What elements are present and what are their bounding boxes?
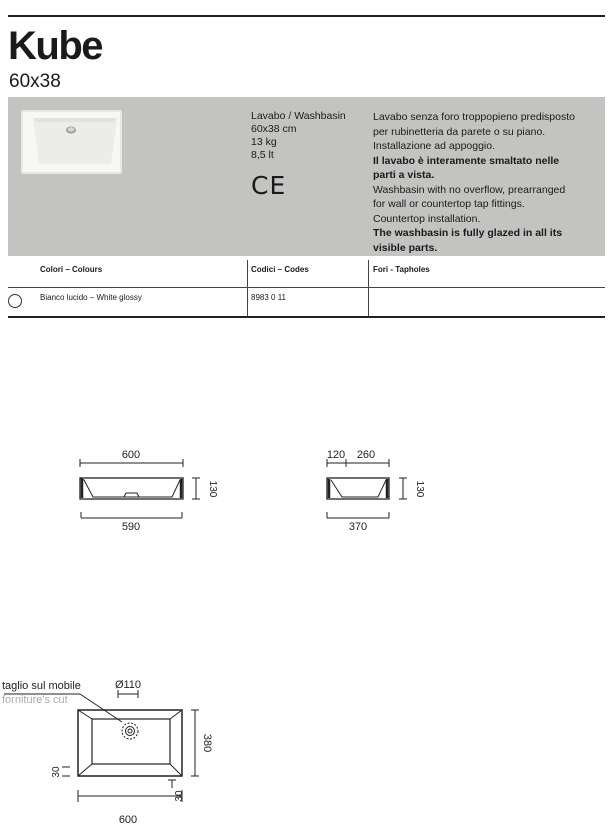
plan-cut-label-it: taglio sul mobile: [2, 680, 81, 692]
plan-view: [4, 690, 199, 802]
spec-type: Lavabo / Washbasin: [251, 110, 346, 122]
side-dim-a: 120: [326, 449, 346, 461]
side-view: [327, 459, 407, 518]
spec-capacity: 8,5 lt: [251, 149, 274, 161]
plan-cut-label-en: forniture's cut: [2, 694, 68, 706]
spec-weight: 13 kg: [251, 136, 277, 148]
front-view: [80, 459, 200, 518]
plan-offset-left: 30: [51, 766, 62, 778]
plan-drain-diameter: Ø110: [114, 679, 142, 691]
front-bottom-width: 590: [121, 521, 141, 533]
header-colours: Colori – Colours: [40, 265, 103, 274]
spec-size: 60x38 cm: [251, 123, 297, 135]
header-tapholes: Fori - Tapholes: [373, 265, 430, 274]
description-en: Washbasin with no overflow, prearranged for wall or countertop tap fittings. Countertop installation.: [373, 183, 566, 225]
row-code: 8983 0 11: [251, 293, 286, 302]
header-codes: Codici – Codes: [251, 265, 309, 274]
product-subtitle: 60x38: [9, 71, 61, 92]
side-height: 130: [414, 480, 425, 498]
description-en-bold: The washbasin is fully glazed in all its visible parts.: [373, 227, 563, 254]
description-it: Lavabo senza foro troppopieno predisposto per rubinetteria da parete o su piano. Installazione ad appoggio.: [373, 111, 575, 152]
side-bottom-width: 370: [348, 521, 368, 533]
product-title: Kube: [8, 24, 102, 68]
plan-offset-right: 30: [174, 790, 185, 802]
ce-mark: CE: [251, 171, 287, 200]
side-dim-b: 260: [356, 449, 376, 461]
plan-width: 600: [118, 814, 138, 826]
row-colour: Bianco lucido – White glossy: [40, 293, 142, 302]
plan-depth: 380: [201, 733, 213, 753]
front-top-width: 600: [121, 449, 141, 461]
front-height: 130: [207, 480, 218, 498]
description-it-bold: Il lavabo è interamente smaltato nelle parti a vista.: [373, 154, 560, 181]
